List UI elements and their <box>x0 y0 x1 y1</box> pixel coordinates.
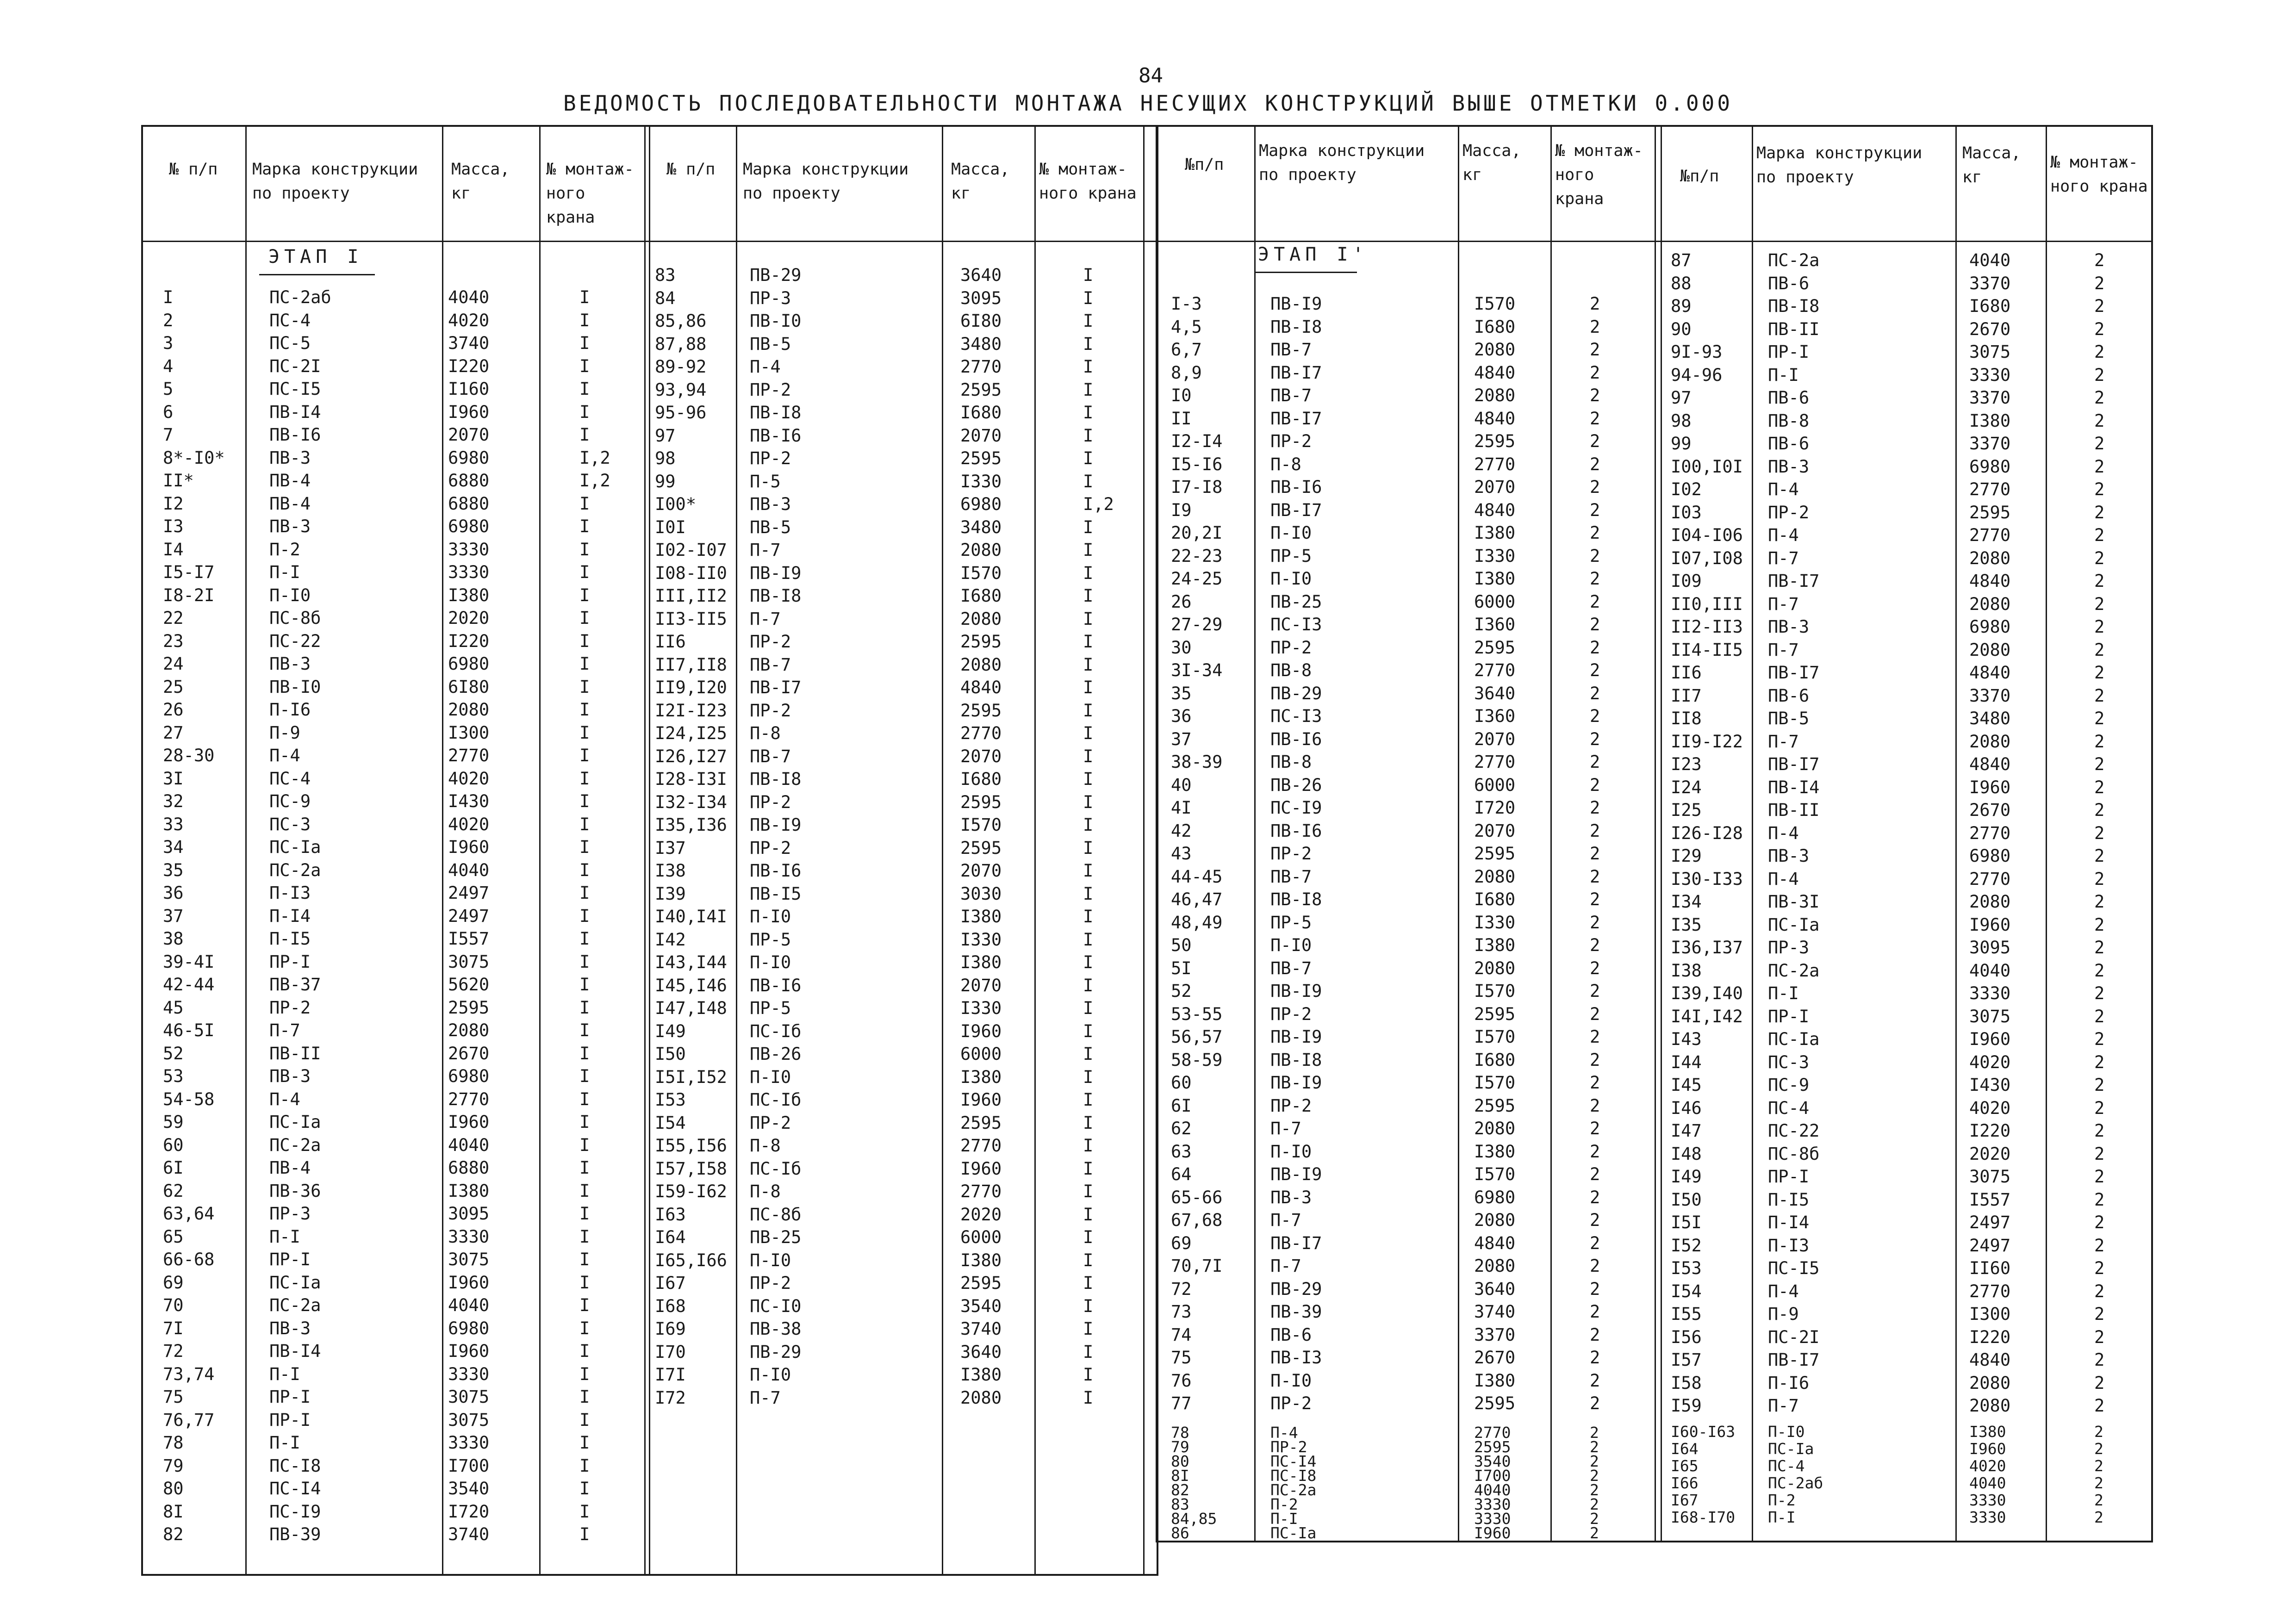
column-mark-dense: П-I0 ПС-Iа ПС-4 ПС-2аб П-2 П-I <box>1768 1423 1823 1526</box>
header-mass: Масса, кг <box>1462 142 1521 184</box>
column-crane: 2 2 2 2 2 2 2 2 2 2 2 2 2 2 2 2 2 2 2 2 2 2 2 2 2 2 2 2 2 2 2 2 2 2 2 2 2 2 2 2 2 2 2 2 2 2 2 2 2 <box>1590 294 1600 1413</box>
col-line <box>1550 125 1552 1542</box>
column-number: 87 88 89 90 9I-93 94-96 97 98 99 I00,I0I I02 I03 I04-I06 I07,I08 I09 II0,III II2-II3 II4-II5 II6 II7 II8 II9-I22 I23 I24 I25 I26-I28 I29 I30-I33 I34 I35 I36,I37 I38 I39,I40 I4I,I42 I43 I44 I45 I46 I47 I48 I49 I50 I5I I52 I53 I54 I55 I56 I57 I58 I59 <box>1671 250 1743 1416</box>
column-mark: ПС-2а ПВ-6 ПВ-I8 ПВ-II ПР-I П-I ПВ-6 ПВ-8 ПВ-6 ПВ-3 П-4 ПР-2 П-4 П-7 ПВ-I7 П-7 ПВ-3 П-7 ПВ-I7 ПВ-6 ПВ-5 П-7 ПВ-I7 ПВ-I4 ПВ-II П-4 ПВ-3 П-4 ПВ-3I ПС-Iа ПР-3 ПС-2а П-I ПР-I ПС-Iа ПС-3 ПС-9 ПС-4 ПС-22 ПС-8б ПР-I П-I5 П-I4 П-I3 ПС-I5 П-4 П-9 ПС-2I ПВ-I7 П-I6 П-7 <box>1768 250 1820 1416</box>
column-mark-dense: П-4 ПР-2 ПС-I4 ПС-I8 ПС-2а П-2 П-I ПС-Iа <box>1270 1424 1317 1542</box>
col-line <box>1458 125 1459 1542</box>
header-crane: № монтаж-ного крана <box>2050 153 2148 196</box>
column-crane-dense: 2 2 2 2 2 2 2 2 <box>1590 1424 1599 1542</box>
header-crane: № монтаж-ного крана <box>1039 160 1137 203</box>
col-line <box>942 125 943 1576</box>
header-mass: Масса, кг <box>451 160 510 203</box>
column-mass: I570 I680 2080 4840 2080 4840 2595 2770 2070 4840 I380 I330 I380 6000 I360 2595 2770 3640 I360 2070 2770 6000 I720 2070 2595 2080 I680 I330 I380 2080 I570 2595 I570 I680 I570 2595 2080 I380 I570 6980 2080 4840 2080 3640 3740 3370 2670 I380 2595 <box>1474 294 1516 1413</box>
col-line <box>442 125 443 1576</box>
column-number-dense: I60-I63 I64 I65 I66 I67 I68-I70 <box>1671 1423 1736 1526</box>
stage-label: ЭТАП I <box>268 246 363 267</box>
column-number: I 2 3 4 5 6 7 8*-I0* II* I2 I3 I4 I5-I7 I8-2I 22 23 24 25 26 27 28-30 3I 32 33 34 35 36 37 38 39-4I 42-44 45 46-5I 52 53 54-58 59 60 6I 62 63,64 65 66-68 69 70 7I 72 73,74 75 76,77 78 79 80 8I 82 <box>163 287 225 1544</box>
col-line <box>1254 125 1256 1542</box>
page-number: 84 <box>1139 64 1163 87</box>
header-num: №п/п <box>1680 167 1719 186</box>
column-crane: 2 2 2 2 2 2 2 2 2 2 2 2 2 2 2 2 2 2 2 2 2 2 2 2 2 2 2 2 2 2 2 2 2 2 2 2 2 2 2 2 2 2 2 2 2 2 2 2 2 2 2 <box>2094 250 2105 1416</box>
header-mark: Марка конструкции по проекту <box>1756 144 1923 187</box>
column-number: 83 84 85,86 87,88 89-92 93,94 95-96 97 98 99 I00* I0I I02-I07 I08-II0 III,II2 II3-II5 II6 II7,II8 II9,I20 I2I-I23 I24,I25 I26,I27 I28-I3I I32-I34 I35,I36 I37 I38 I39 I40,I4I I42 I43,I44 I45,I46 I47,I48 I49 I50 I5I,I52 I53 I54 I55,I56 I57,I58 I59-I62 I63 I64 I65,I66 I67 I68 I69 I70 I7I I72 <box>655 265 727 1408</box>
col-line <box>2046 125 2047 1542</box>
col-line <box>649 125 650 1576</box>
column-mass-dense: I380 I960 4020 4040 3330 3330 <box>1969 1423 2006 1526</box>
column-mass: 4040 4020 3740 I220 I160 I960 2070 6980 6880 6880 6980 3330 3330 I380 2020 I220 6980 6I80 2080 I300 2770 4020 I430 4020 I960 4040 2497 2497 I557 3075 5620 2595 2080 2670 6980 2770 I960 4040 6880 I380 3095 3330 3075 I960 4040 6980 I960 3330 3075 3075 3330 I700 3540 I720 3740 <box>448 287 490 1544</box>
header-mark: Марка конструкции по проекту <box>252 160 418 203</box>
header-num: № п/п <box>169 160 218 179</box>
col-line <box>1752 125 1753 1542</box>
column-mass-dense: 2770 2595 3540 I700 4040 3330 3330 I960 <box>1474 1424 1511 1542</box>
column-mark: ПВ-29 ПР-3 ПВ-I0 ПВ-5 П-4 ПР-2 ПВ-I8 ПВ-I6 ПР-2 П-5 ПВ-3 ПВ-5 П-7 ПВ-I9 ПВ-I8 П-7 ПР-2 ПВ-7 ПВ-I7 ПР-2 П-8 ПВ-7 ПВ-I8 ПР-2 ПВ-I9 ПР-2 ПВ-I6 ПВ-I5 П-I0 ПР-5 П-I0 ПВ-I6 ПР-5 ПС-Iб ПВ-26 П-I0 ПС-Iб ПР-2 П-8 ПС-Iб П-8 ПС-8б ПВ-25 П-I0 ПР-2 ПС-I0 ПВ-38 ПВ-29 П-I0 П-7 <box>750 265 802 1408</box>
col-line <box>1655 125 1656 1542</box>
header-num: № п/п <box>666 160 716 179</box>
header-mark: Марка конструкции по проекту <box>743 160 909 203</box>
column-crane: I I I I I I I I,2 I,2 I I I I I I I I I I I I I I I I I I I I I I I I I I I I I I I I I I I I I I I I I I I I I I <box>579 287 610 1544</box>
column-mark: ПС-2аб ПС-4 ПС-5 ПС-2I ПС-I5 ПВ-I4 ПВ-I6 ПВ-3 ПВ-4 ПВ-4 ПВ-3 П-2 П-I П-I0 ПС-8б ПС-22 ПВ-3 ПВ-I0 П-I6 П-9 П-4 ПС-4 ПС-9 ПС-3 ПС-Iа ПС-2а П-I3 П-I4 П-I5 ПР-I ПВ-37 ПР-2 П-7 ПВ-II ПВ-3 П-4 ПС-Iа ПС-2а ПВ-4 ПВ-36 ПР-3 П-I ПР-I ПС-Iа ПС-2а ПВ-3 ПВ-I4 П-I ПР-I ПР-I П-I ПС-I8 ПС-I4 ПС-I9 ПВ-39 <box>269 287 331 1544</box>
column-number-dense: 78 79 80 8I 82 83 84,85 86 <box>1171 1424 1217 1542</box>
header-mark: Марка конструкции по проекту <box>1259 142 1425 184</box>
stage-underline <box>1255 272 1357 273</box>
col-line <box>1661 125 1662 1542</box>
col-line <box>644 125 646 1576</box>
col-line <box>245 125 247 1576</box>
stage-underline <box>259 274 375 275</box>
col-line <box>539 125 541 1576</box>
column-mass: 4040 3370 I680 2670 3075 3330 3370 I380 3370 6980 2770 2595 2770 2080 4840 2080 6980 2080 4840 3370 3480 2080 4840 I960 2670 2770 6980 2770 2080 I960 3095 4040 3330 3075 I960 4020 I430 4020 I220 2020 3075 I557 2497 2497 II60 2770 I300 I220 4840 2080 2080 <box>1969 250 2011 1416</box>
stage-label: ЭТАП I' <box>1258 244 1369 265</box>
header-crane: № монтаж-ного крана <box>1555 142 1643 208</box>
column-crane-dense: 2 2 2 2 2 2 <box>2094 1423 2103 1526</box>
col-line <box>1034 125 1036 1576</box>
column-mass: 3640 3095 6I80 3480 2770 2595 I680 2070 2595 I330 6980 3480 2080 I570 I680 2080 2595 2080 4840 2595 2770 2070 I680 2595 I570 2595 2070 3030 I380 I330 I380 2070 I330 I960 6000 I380 I960 2595 2770 I960 2770 2020 6000 I380 2595 3540 3740 3640 I380 2080 <box>960 265 1002 1408</box>
header-mass: Масса, кг <box>951 160 1010 203</box>
column-mark: ПВ-I9 ПВ-I8 ПВ-7 ПВ-I7 ПВ-7 ПВ-I7 ПР-2 П-8 ПВ-I6 ПВ-I7 П-I0 ПР-5 П-I0 ПВ-25 ПС-I3 ПР-2 ПВ-8 ПВ-29 ПС-I3 ПВ-I6 ПВ-8 ПВ-26 ПС-I9 ПВ-I6 ПР-2 ПВ-7 ПВ-I8 ПР-5 П-I0 ПВ-7 ПВ-I9 ПР-2 ПВ-I9 ПВ-I8 ПВ-I9 ПР-2 П-7 П-I0 ПВ-I9 ПВ-3 П-7 ПВ-I7 П-7 ПВ-29 ПВ-39 ПВ-6 ПВ-I3 П-I0 ПР-2 <box>1270 294 1322 1413</box>
col-line <box>736 125 737 1576</box>
document-title: ВЕДОМОСТЬ ПОСЛЕДОВАТЕЛЬНОСТИ МОНТАЖА НЕСУЩИХ КОНСТРУКЦИЙ ВЫШЕ ОТМЕТКИ 0.000 <box>563 91 1733 116</box>
header-crane: № монтаж-ного крана <box>546 160 634 227</box>
header-mass: Масса, кг <box>1962 144 2021 187</box>
header-num: №п/п <box>1185 155 1224 174</box>
column-crane: I I I I I I I I I I I,2 I I I I I I I I I I I I I I I I I I I I I I I I I I I I I I I I I I I I I I I <box>1083 265 1114 1408</box>
column-number: I-3 4,5 6,7 8,9 I0 II I2-I4 I5-I6 I7-I8 I9 20,2I 22-23 24-25 26 27-29 30 3I-34 35 36 37 38-39 40 4I 42 43 44-45 46,47 48,49 50 5I 52 53-55 56,57 58-59 60 6I 62 63 64 65-66 67,68 69 70,7I 72 73 74 75 76 77 <box>1171 294 1223 1413</box>
col-line <box>1955 125 1957 1542</box>
col-line <box>1143 125 1145 1576</box>
